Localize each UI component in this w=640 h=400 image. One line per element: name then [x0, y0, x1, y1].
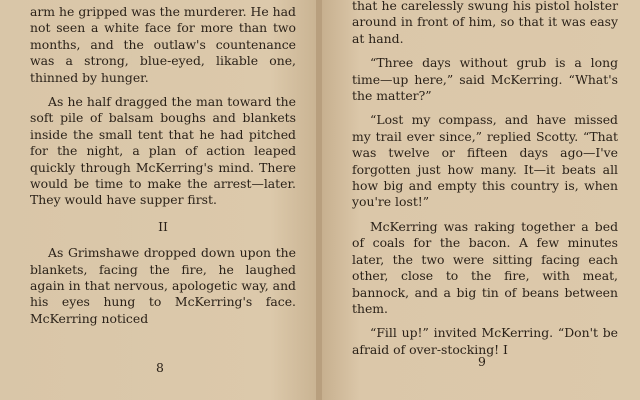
chapter-heading: II — [158, 218, 168, 234]
right-page-text — [352, 0, 618, 358]
paragraph: As Grimshawe dropped down upon the blankets, facing the fire, he laughed again in that nervous, apologetic way, and his eyes hung to McKerring's face. McKerring noticed — [30, 245, 296, 326]
paragraph: that he carelessly swung his pistol holster around in front of him, so that it was easy at hand. — [352, 0, 618, 46]
paragraph: “Three days without grub is a long time—up here,” said McKerring. “What's the matter?” — [352, 55, 618, 104]
left-page — [0, 0, 318, 400]
paragraph: “Fill up!” invited McKerring. “Don't be afraid of over-stocking! I — [352, 325, 618, 357]
left-page-text — [30, 4, 296, 327]
paragraph: McKerring was raking together a bed of coals for the bacon. A few minutes later, the two were sitting facing each other, close to the fire, with meat, bannock, and a big tin of beans between them. — [352, 218, 618, 316]
paragraph: “Lost my compass, and have missed my trail ever since,” replied Scotty. “That was twelve or fifteen days ago—I've forgotten just how many. It—it beats all how big and empty this country is, when you're lost!” — [352, 112, 618, 210]
right-page — [322, 0, 640, 400]
paragraph: arm he gripped was the murderer. He had not seen a white face for more than two months, and the outlaw's countenance was a strong, blue-eyed, likable one, thinned by hunger. — [30, 4, 296, 85]
page-number-left: 8 — [156, 360, 164, 375]
page-number-right: 9 — [478, 354, 486, 369]
paragraph: As he half dragged the man toward the soft pile of balsam boughs and blankets inside the small tent that he had pitched for the night, a plan of action leaped quickly through McKerring's mind. There would be time to make the arrest—later. They would have supper first. — [30, 94, 296, 208]
